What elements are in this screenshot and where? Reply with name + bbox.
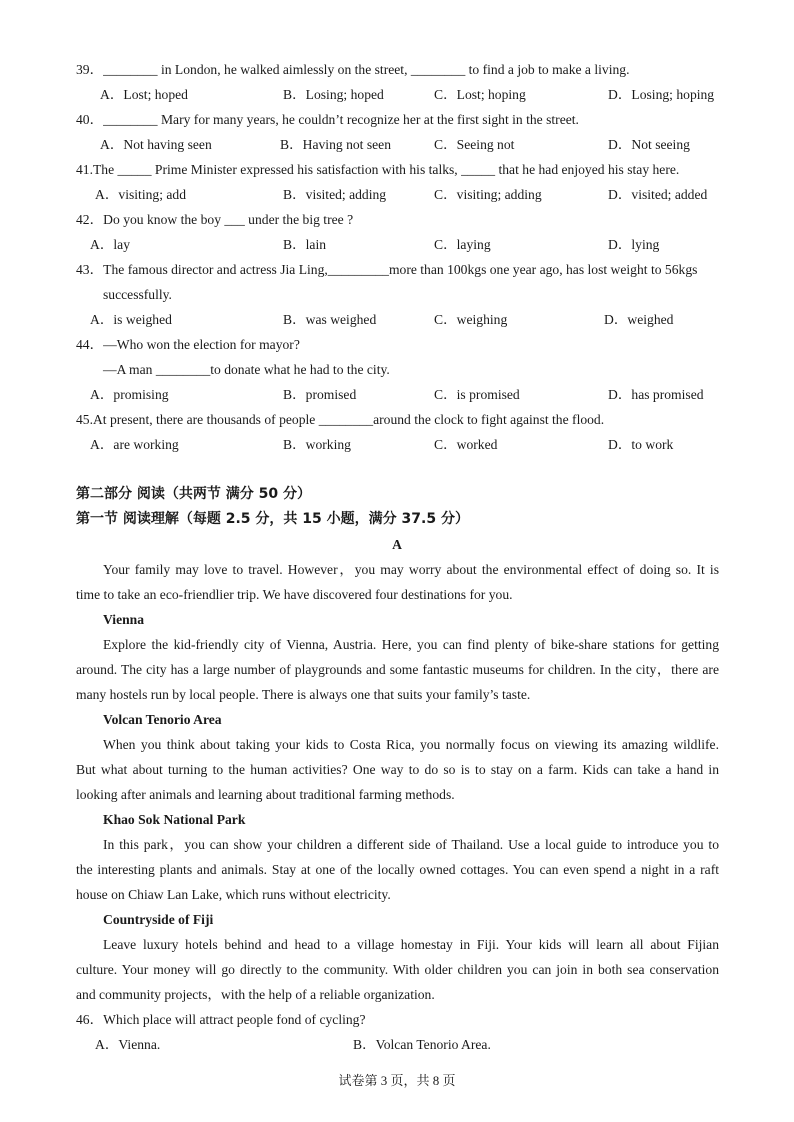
vienna-paragraph-line: Explore the kid-friendly city of Vienna, Austria. Here, you can find plenty of bike-share stations for getting	[103, 637, 719, 652]
question-43-option-d: D．weighed	[604, 312, 674, 327]
volcan-paragraph-line: looking after animals and learning about traditional farming methods.	[76, 787, 455, 802]
question-44-stem: 44．—Who won the election for mayor?	[76, 337, 300, 352]
question-39-option-b: B．Losing; hoped	[283, 87, 384, 102]
passage-intro-line: time to take an eco-friendlier trip. We have discovered four destinations for you.	[76, 587, 513, 602]
question-39-stem: 39．________ in London, he walked aimlessly on the street, ________ to find a job to make a living.	[76, 62, 630, 77]
question-46-option-b: B．Volcan Tenorio Area.	[353, 1037, 491, 1052]
passage-intro-line: Your family may love to travel. However，you may worry about the environmental effect of doing so. It is	[103, 562, 719, 577]
passage-label: A	[392, 537, 402, 552]
question-45-option-b: B．working	[283, 437, 351, 452]
page-footer: 试卷第 3 页，共 8 页	[338, 1073, 456, 1088]
question-43-option-a: A．is weighed	[90, 312, 172, 327]
question-46-stem: 46．Which place will attract people fond of cycling?	[76, 1012, 366, 1027]
question-43-option-c: C．weighing	[434, 312, 508, 327]
question-46-option-a: A．Vienna.	[95, 1037, 161, 1052]
question-44-option-d: D．has promised	[608, 387, 704, 402]
question-45-option-c: C．worked	[434, 437, 498, 452]
question-43-stem: 43．The famous director and actress Jia Ling,_________more than 100kgs one year ago, has lost weight to 56kgs	[76, 262, 698, 277]
question-42-option-a: A．lay	[90, 237, 131, 252]
question-41-option-c: C．visiting; adding	[434, 187, 542, 202]
fiji-paragraph-line: Leave luxury hotels behind and head to a village homestay in Fiji. Your kids will learn all about Fijian	[103, 937, 719, 952]
question-41-option-d: D．visited; added	[608, 187, 708, 202]
question-44-stem-continued: —A man ________to donate what he had to the city.	[103, 362, 390, 377]
vienna-paragraph-line: around. The city has a large number of playgrounds and some fantastic museums for children. In the city，there are	[76, 662, 719, 677]
place-heading-fiji: Countryside of Fiji	[103, 912, 214, 927]
question-41-stem: 41.The _____ Prime Minister expressed his satisfaction with his talks, _____ that he had enjoyed his stay here.	[76, 162, 680, 177]
place-heading-vienna: Vienna	[103, 612, 145, 627]
question-43-stem-continued: successfully.	[103, 287, 172, 302]
question-42-option-c: C．laying	[434, 237, 491, 252]
volcan-paragraph-line: When you think about taking your kids to Costa Rica, you normally focus on viewing its amazing wildlife.	[103, 737, 719, 752]
vienna-paragraph-line: many hostels run by local people. There is always one that suits your family’s taste.	[76, 687, 531, 702]
khao-sok-paragraph-line: In this park，you can show your children a different side of Thailand. Use a local guide to introduce you to	[103, 837, 719, 852]
fiji-paragraph-line: culture. Your money will go directly to the community. With older children you can join in both sea conservation	[76, 962, 719, 977]
place-heading-khao-sok: Khao Sok National Park	[103, 812, 246, 827]
question-40-option-d: D．Not seeing	[608, 137, 690, 152]
question-40-option-c: C．Seeing not	[434, 137, 515, 152]
question-45-option-a: A．are working	[90, 437, 179, 452]
fiji-paragraph-line: and community projects，with the help of a reliable organization.	[76, 987, 435, 1002]
question-39-option-a: A．Lost; hoped	[100, 87, 188, 102]
question-40-stem: 40．________ Mary for many years, he couldn’t recognize her at the first sight in the street.	[76, 112, 579, 127]
question-40-option-b: B．Having not seen	[280, 137, 392, 152]
question-40-option-a: A．Not having seen	[100, 137, 212, 152]
question-42-option-b: B．lain	[283, 237, 327, 252]
question-44-option-c: C．is promised	[434, 387, 520, 402]
place-heading-volcan-tenorio: Volcan Tenorio Area	[103, 712, 222, 727]
question-44-option-b: B．promised	[283, 387, 357, 402]
question-41-option-b: B．visited; adding	[283, 187, 387, 202]
reading-section-title: 第一节 阅读理解（每题 2.5 分，共 15 小题，满分 37.5 分）	[76, 511, 469, 527]
volcan-paragraph-line: But what about turning to the human activities? One way to do so is to stay on a farm. Kids can take a hand in	[76, 762, 719, 777]
question-45-option-d: D．to work	[608, 437, 674, 452]
khao-sok-paragraph-line: house on Chiaw Lan Lake, which runs without electricity.	[76, 887, 391, 902]
question-45-stem: 45.At present, there are thousands of people ________around the clock to fight against the flood.	[76, 412, 605, 427]
question-43-option-b: B．was weighed	[283, 312, 377, 327]
question-42-stem: 42．Do you know the boy ___ under the big tree ?	[76, 212, 354, 227]
question-42-option-d: D．lying	[608, 237, 660, 252]
khao-sok-paragraph-line: the interesting plants and animals. Stay at one of the locally owned cottages. You can even spend a night in a raft	[76, 862, 719, 877]
question-39-option-c: C．Lost; hoping	[434, 87, 526, 102]
question-39-option-d: D．Losing; hoping	[608, 87, 715, 102]
question-41-option-a: A．visiting; add	[95, 187, 187, 202]
question-44-option-a: A．promising	[90, 387, 169, 402]
part-two-title: 第二部分 阅读（共两节 满分 50 分）	[76, 486, 311, 502]
